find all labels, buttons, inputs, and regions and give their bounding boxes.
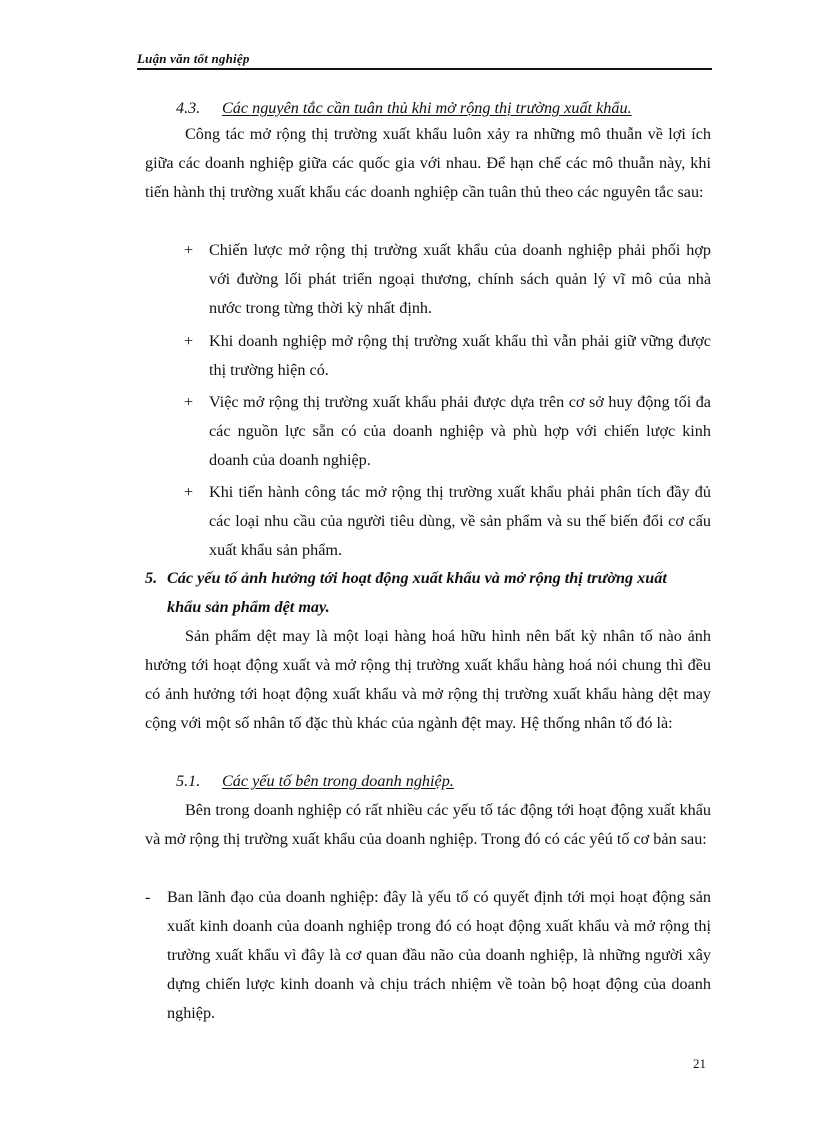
section-number: 5. — [145, 569, 158, 587]
dash-mark: - — [145, 888, 151, 906]
list-item — [184, 478, 711, 565]
bullet-mark: + — [184, 332, 194, 350]
section-5-paragraph: Sản phẩm dệt may là một loại hàng hoá hữu hình nên bất kỳ nhân tố nào ảnh hưởng tới hoạt động xuất và mở rộng thị trường xuất khẩu hàng hoá nói chung thì đều có ảnh hưởng tới hoạt động xuất khẩu và mở rộng thị trường xuất khẩu hàng dệt may cộng với một số nhân tố đặc thù khác của ngành đệt may. Hệ thống nhân tố đó là: — [145, 627, 711, 732]
list-item-text: Việc mở rộng thị trường xuất khẩu phải được dựa trên cơ sở huy động tối đa các nguồn lực sẵn có của doanh nghiệp và phù hợp với chiến lược kinh doanh của doanh nghiệp. — [209, 393, 711, 469]
header-title: Luận văn tốt nghiệp — [137, 51, 250, 66]
header-rule — [137, 68, 712, 70]
list-item-text: Khi tiến hành công tác mở rộng thị trường xuất khẩu phải phân tích đầy đủ các loại nhu cầu của người tiêu dùng, về sản phẩm và su thế biến đổi cơ cấu xuất khẩu sản phẩm. — [209, 483, 711, 559]
section-title: Các nguyên tắc cần tuân thủ khi mở rộng thị trường xuất khẩu. — [222, 99, 632, 117]
list-item-text: Khi doanh nghiệp mở rộng thị trường xuất khẩu thì vẫn phải giữ vững được thị trường hiện có. — [209, 332, 711, 379]
list-item — [184, 327, 711, 385]
bullet-mark: + — [184, 483, 194, 501]
list-item — [145, 883, 711, 1028]
section-5-heading — [145, 564, 715, 622]
section-number: 4.3. — [176, 99, 201, 117]
section-5-1-paragraph: Bên trong doanh nghiệp có rất nhiều các yếu tố tác động tới hoạt động xuất khẩu và mở rộng thị trường xuất khẩu của doanh nghiệp. Trong đó có các yêú tố cơ bản sau: — [145, 801, 711, 848]
bullet-mark: + — [184, 241, 194, 259]
bullet-mark: + — [184, 393, 194, 411]
list-item-text: Ban lãnh đạo của doanh nghiệp: đây là yếu tố có quyết định tới mọi hoạt động sản xuất kinh doanh của doanh nghiệp trong đó có hoạt động xuất khẩu và mở rộng thị trường xuất khẩu vì đây là cơ quan đầu não của doanh nghiệp, là những người xây dựng chiến lược kinh doanh và chịu trách nhiệm về toàn bộ hoạt động của doanh nghiệp. — [167, 888, 711, 1022]
page-header — [137, 50, 712, 70]
list-item — [184, 388, 711, 475]
list-item — [184, 236, 711, 323]
section-title-line-2: khẩu sản phẩm dệt may. — [167, 598, 330, 616]
page-number: 21 — [693, 1056, 706, 1071]
section-number: 5.1. — [176, 772, 201, 790]
section-title-line-1: Các yếu tố ảnh hưởng tới hoạt động xuất khẩu và mở rộng thị trường xuất — [167, 569, 667, 587]
section-5-1-heading — [176, 767, 454, 796]
section-4-3-heading — [176, 94, 632, 123]
section-4-3-intro: Công tác mở rộng thị trường xuất khẩu luôn xảy ra những mô thuẫn về lợi ích giữa các doanh nghiệp giữa các quốc gia với nhau. Để hạn chế các mô thuẫn này, khi tiến hành thị trường xuất khẩu các doanh nghiệp cần tuân thủ theo các nguyên tắc sau: — [145, 125, 711, 201]
list-item-text: Chiến lược mở rộng thị trường xuất khẩu của doanh nghiệp phải phối hợp với đường lối phát triển ngoại thương, chính sách quản lý vĩ mô của nhà nước trong từng thời kỳ nhất định. — [209, 241, 711, 317]
section-title: Các yếu tố bên trong doanh nghiệp. — [222, 772, 454, 790]
